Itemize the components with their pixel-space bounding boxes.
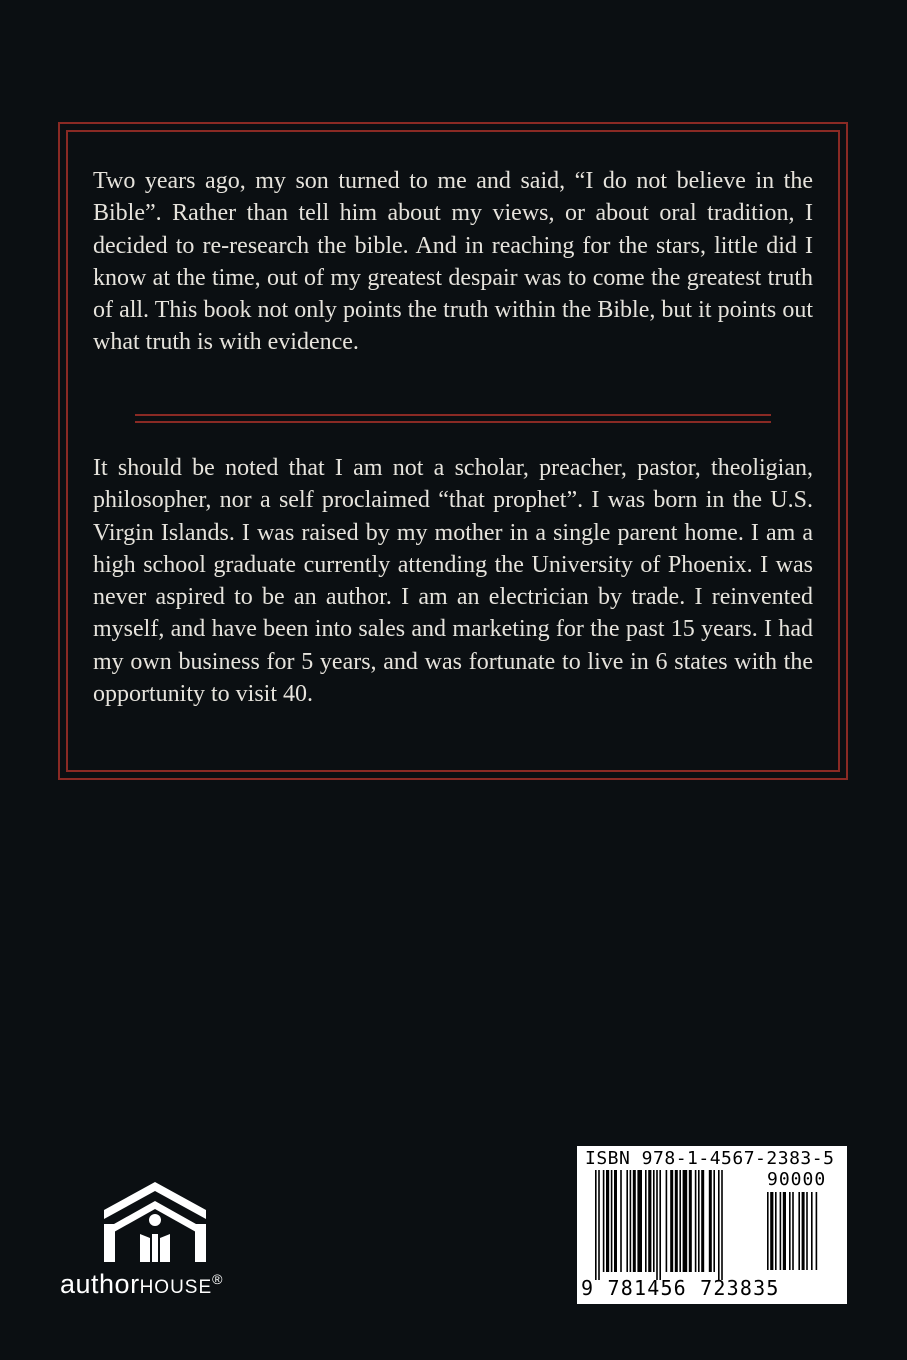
barcode-bar: [683, 1170, 688, 1272]
barcode-bar: [767, 1192, 769, 1270]
barcode-bar: [666, 1170, 668, 1272]
barcode-bar: [701, 1170, 704, 1272]
barcode-bar: [783, 1192, 786, 1270]
barcode-bar: [811, 1192, 813, 1270]
barcode-bar: [603, 1170, 605, 1272]
barcode-bar: [606, 1170, 609, 1272]
barcode-bar: [713, 1170, 715, 1272]
publisher-name-part-2: HOUSE: [139, 1277, 213, 1298]
divider-line-top: [135, 414, 771, 416]
barcode-bar: [670, 1170, 673, 1272]
authorhouse-logo-icon: [100, 1176, 210, 1264]
price-code: 90000: [767, 1169, 827, 1190]
isbn-label: ISBN 978-1-4567-2383-5: [585, 1148, 835, 1169]
barcode-bar: [698, 1170, 700, 1272]
barcode-bar: [721, 1170, 723, 1280]
barcode-bar: [611, 1170, 613, 1272]
barcode-bar: [775, 1192, 777, 1270]
barcode-bar: [709, 1170, 712, 1272]
barcode-bar: [648, 1170, 651, 1272]
blurb-paragraph-2: It should be noted that I am not a scholar, preacher, pastor, theoligian, philosopher, nor a self proclaimed “that prophet”. I was born in the U.S. Virgin Islands. I was raised by my mother in a single parent home. I am a high school graduate currently attending the University of Phoenix. I was never aspired to be an author. I am an electrician by trade. I reinvented myself, and have been into sales and marketing for the past 15 years. I had my own business for 5 years, and was fortunate to live in 6 states with the opportunity to visit 40.: [93, 455, 813, 708]
barcode-bar: [798, 1192, 800, 1270]
publisher-wordmark: [60, 1269, 223, 1300]
barcode-bar: [679, 1170, 681, 1272]
barcode-bar: [637, 1170, 642, 1272]
barcode-bar: [802, 1192, 805, 1270]
barcode-bar: [626, 1170, 628, 1272]
barcode-bar: [653, 1170, 655, 1272]
isbn-barcode: [577, 1146, 847, 1304]
blurb-paragraph-1: Two years ago, my son turned to me and said, “I do not believe in the Bible”. Rather than tell him about my views, or about oral tradition, I decided to re-research the bible. And in reaching for the stars, little did I know at the time, out of my greatest despair was to come the greatest truth of all. This book not only points the truth within the Bible, but it points out what truth is with evidence.: [93, 168, 813, 356]
registered-mark: ®: [212, 1271, 223, 1287]
barcode-bar: [806, 1192, 808, 1270]
barcode-bar: [630, 1170, 632, 1272]
divider-line-bottom: [135, 421, 771, 423]
publisher-logo: [60, 1176, 260, 1306]
barcode-bar: [659, 1170, 661, 1280]
barcode-bar: [689, 1170, 692, 1272]
barcode-bar: [718, 1170, 720, 1280]
barcode-bar: [656, 1170, 658, 1280]
barcode-bar: [695, 1170, 697, 1272]
barcode-bar: [614, 1170, 617, 1272]
barcode-bar: [633, 1170, 636, 1272]
barcode-bar: [675, 1170, 678, 1272]
ean-barcode-bars: [595, 1170, 760, 1280]
barcode-bar: [645, 1170, 647, 1272]
barcode-bar: [780, 1192, 782, 1270]
barcode-bar: [595, 1170, 597, 1280]
barcode-bar: [789, 1192, 791, 1270]
barcode-bar: [816, 1192, 818, 1270]
barcode-bar: [598, 1170, 600, 1280]
barcode-bar: [770, 1192, 773, 1270]
addon-barcode-bars: [767, 1192, 835, 1278]
ean-digits: 9 781456 723835: [581, 1276, 780, 1300]
barcode-bar: [620, 1170, 622, 1272]
barcode-bar: [792, 1192, 794, 1270]
section-divider: [135, 414, 771, 424]
publisher-name-part-1: author: [60, 1269, 140, 1299]
